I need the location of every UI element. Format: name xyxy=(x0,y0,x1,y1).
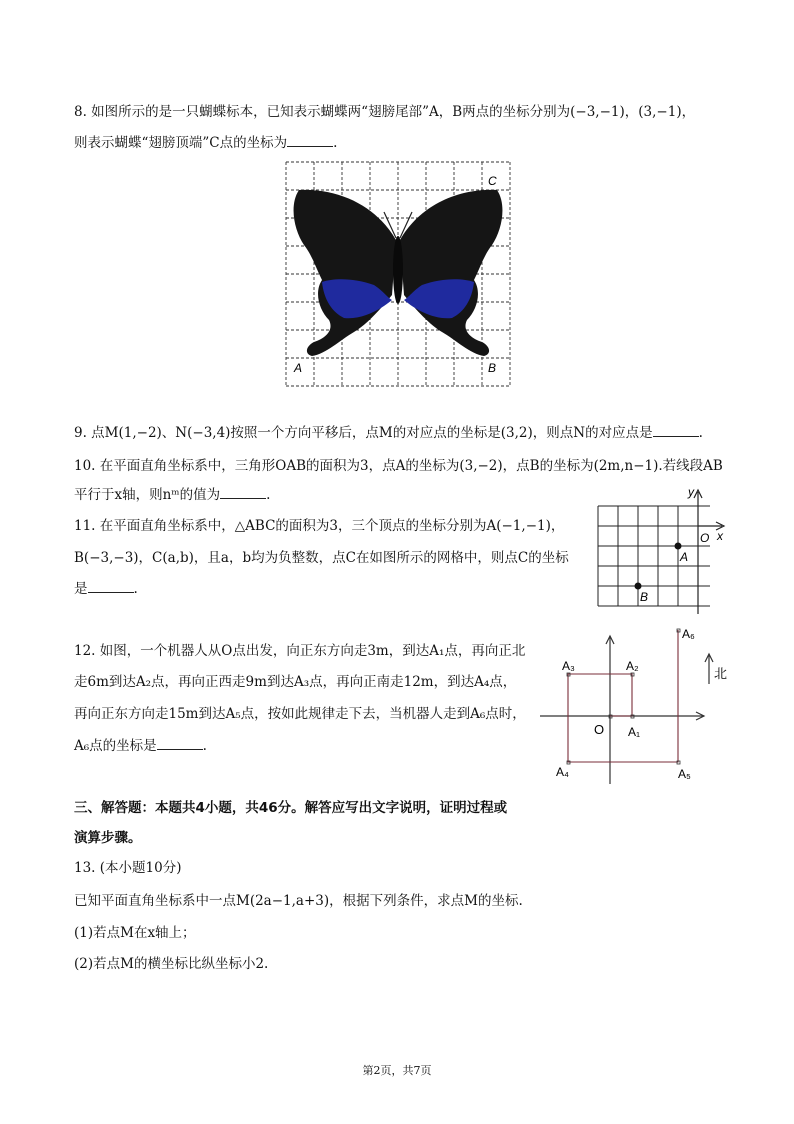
label-y: y xyxy=(688,485,694,499)
q10-line1: 10. 在平面直角坐标系中，三角形OAB的面积为3，点A的坐标为(3,−2)，点B的坐标为(2m,n−1).若线段AB xyxy=(74,458,723,474)
label-a4: A₄ xyxy=(556,765,569,779)
q12-line2: 走6m到达A₂点，再向正西走9m到达A₃点，再向正南走12m，到达A₄点， xyxy=(74,674,517,690)
label-o: O xyxy=(594,722,605,737)
q12-line1: 12. 如图，一个机器人从O点出发，向正东方向走3m，到达A₁点，再向正北 xyxy=(74,643,526,659)
q8-line2-text: 则表示蝴蝶“翅膀顶端”C点的坐标为 xyxy=(74,135,288,151)
label-x: x xyxy=(717,529,723,543)
label-north: 北 xyxy=(714,666,728,681)
q10-end: . xyxy=(266,487,271,503)
q12-line4 xyxy=(74,735,207,756)
label-a3: A₃ xyxy=(562,659,575,673)
section3-heading-line2: 演算步骤。 xyxy=(74,830,142,846)
point-a xyxy=(675,543,682,550)
label-a: A xyxy=(294,361,303,375)
butterfly-figure xyxy=(284,160,512,388)
q8-line1: 8. 如图所示的是一只蝴蝶标本，已知表示蝴蝶两“翅膀尾部”A，B两点的坐标分别为(−3,−1)，(3,−1)， xyxy=(74,104,696,120)
label-a5: A₅ xyxy=(678,767,691,781)
q8-line2 xyxy=(74,132,337,153)
section3-heading-line1: 三、解答题：本题共4小题，共46分。解答应写出文字说明，证明过程或 xyxy=(74,800,508,816)
answer-blank xyxy=(88,578,134,593)
q13-part1: (1)若点M在x轴上； xyxy=(74,925,196,941)
q13-part2: (2)若点M的横坐标比纵坐标小2. xyxy=(74,956,269,972)
label-a6: A₆ xyxy=(682,627,695,641)
q9-end: . xyxy=(698,425,703,441)
label-o: O xyxy=(700,531,710,545)
answer-blank xyxy=(287,132,333,147)
q8-line2-end: . xyxy=(333,135,338,151)
q9-line xyxy=(74,422,703,443)
q11-grid-svg xyxy=(594,484,734,614)
q11-line1: 11. 在平面直角坐标系中，△ABC的面积为3，三个顶点的坐标分别为A(−1,−1)， xyxy=(74,518,565,534)
spiral-path xyxy=(568,630,678,762)
point-b xyxy=(635,583,642,590)
q12-line3: 再向正东方向走15m到达A₅点，按如此规律走下去，当机器人走到A₆点时， xyxy=(74,706,526,722)
q9-text: 9. 点M(1,−2)、N(−3,4)按照一个方向平移后，点M的对应点的坐标是(3,2)，则点N的对应点是 xyxy=(74,425,653,441)
q10-line2 xyxy=(74,484,270,505)
label-b: B xyxy=(640,590,649,604)
label-a2: A₂ xyxy=(626,659,639,673)
q13-title: 13. (本小题10分) xyxy=(74,860,182,876)
label-a1: A₁ xyxy=(628,725,641,739)
q11-line2: B(−3,−3)，C(a,b)，且a，b均为负整数，点C在如图所示的网格中，则点C的坐标 xyxy=(74,550,569,566)
q11-line3 xyxy=(74,578,138,599)
q12-end: . xyxy=(202,738,207,754)
q11-end: . xyxy=(133,581,138,597)
answer-blank xyxy=(220,484,266,499)
q11-line3-text: 是 xyxy=(74,581,88,597)
robot-path-svg xyxy=(536,624,736,784)
q12-line4-text: A₆点的坐标是 xyxy=(74,738,157,754)
butterfly-grid-svg xyxy=(284,160,512,388)
label-a: A xyxy=(680,550,689,564)
robot-path-figure xyxy=(536,624,736,784)
label-c: C xyxy=(488,174,497,188)
answer-blank xyxy=(157,735,203,750)
q11-grid-figure xyxy=(594,484,734,614)
answer-blank xyxy=(653,422,699,437)
label-b: B xyxy=(488,361,497,375)
q10-line2-text: 平行于x轴，则nᵐ的值为 xyxy=(74,487,221,503)
q13-stem: 已知平面直角坐标系中一点M(2a−1,a+3)，根据下列条件，求点M的坐标. xyxy=(74,893,523,909)
page-footer: 第2页，共7页 xyxy=(362,1064,432,1077)
